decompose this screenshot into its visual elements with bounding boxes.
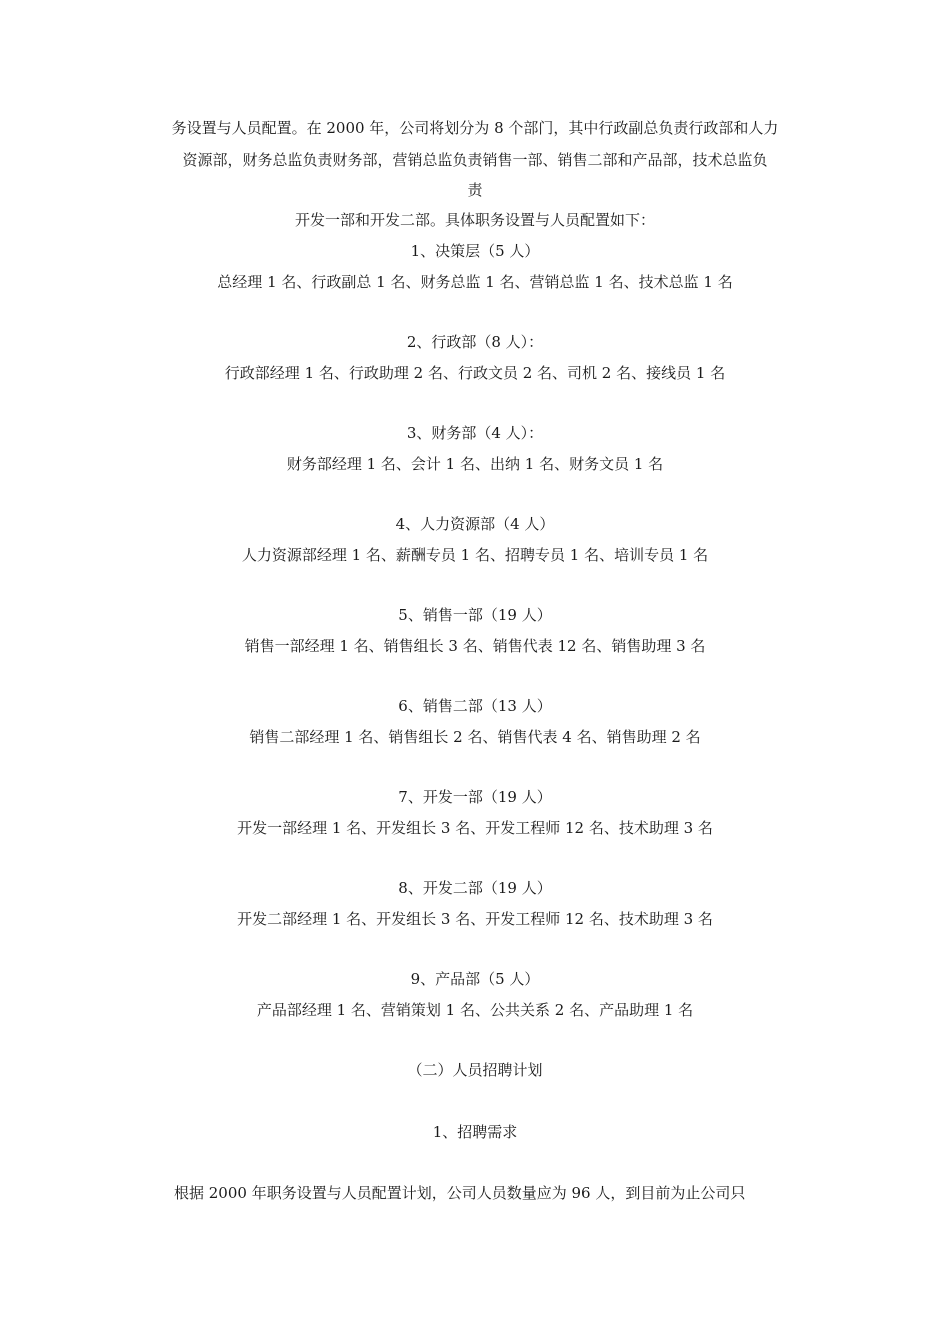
dept-8-heading: 8、开发二部（19 人）: [398, 879, 552, 897]
dept-7-heading: 7、开发一部（19 人）: [398, 788, 552, 806]
dept-6-heading: 6、销售二部（13 人）: [398, 697, 552, 715]
dept-7-detail: 开发一部经理 1 名、开发组长 3 名、开发工程师 12 名、技术助理 3 名: [237, 819, 713, 837]
dept-1-detail: 总经理 1 名、行政副总 1 名、财务总监 1 名、营销总监 1 名、技术总监 1 名: [217, 273, 733, 291]
dept-3-heading: 3、财务部（4 人）：: [406, 424, 544, 442]
dept-4-heading: 4、人力资源部（4 人）: [395, 515, 555, 533]
dept-9-detail: 产品部经理 1 名、营销策划 1 名、公共关系 2 名、产品助理 1 名: [256, 1001, 694, 1019]
section-title: （二）人员招聘计划: [407, 1061, 543, 1079]
dept-3-detail: 财务部经理 1 名、会计 1 名、出纳 1 名、财务文员 1 名: [286, 455, 664, 473]
dept-9-heading: 9、产品部（5 人）: [410, 970, 540, 988]
intro-line-4: 开发一部和开发二部。具体职务设置与人员配置如下：: [294, 211, 655, 229]
intro-line-3: 责: [467, 181, 483, 199]
dept-2-heading: 2、行政部（8 人）：: [406, 333, 544, 351]
section-subtitle: 1、招聘需求: [432, 1123, 518, 1141]
dept-2-detail: 行政部经理 1 名、行政助理 2 名、行政文员 2 名、司机 2 名、接线员 1 名: [224, 364, 726, 382]
dept-5-heading: 5、销售一部（19 人）: [398, 606, 552, 624]
dept-6-detail: 销售二部经理 1 名、销售组长 2 名、销售代表 4 名、销售助理 2 名: [249, 728, 701, 746]
section-paragraph: 根据 2000 年职务设置与人员配置计划，公司人员数量应为 96 人，到目前为止公司只: [174, 1184, 746, 1202]
dept-5-detail: 销售一部经理 1 名、销售组长 3 名、销售代表 12 名、销售助理 3 名: [244, 637, 706, 655]
intro-line-1: 务设置与人员配置。在 2000 年，公司将划分为 8 个部门，其中行政副总负责行政部和人力: [171, 119, 779, 137]
dept-8-detail: 开发二部经理 1 名、开发组长 3 名、开发工程师 12 名、技术助理 3 名: [237, 910, 713, 928]
dept-4-detail: 人力资源部经理 1 名、薪酬专员 1 名、招聘专员 1 名、培训专员 1 名: [241, 546, 709, 564]
intro-line-2: 资源部，财务总监负责财务部，营销总监负责销售一部、销售二部和产品部，技术总监负: [182, 151, 768, 169]
dept-1-heading: 1、决策层（5 人）: [410, 242, 540, 260]
